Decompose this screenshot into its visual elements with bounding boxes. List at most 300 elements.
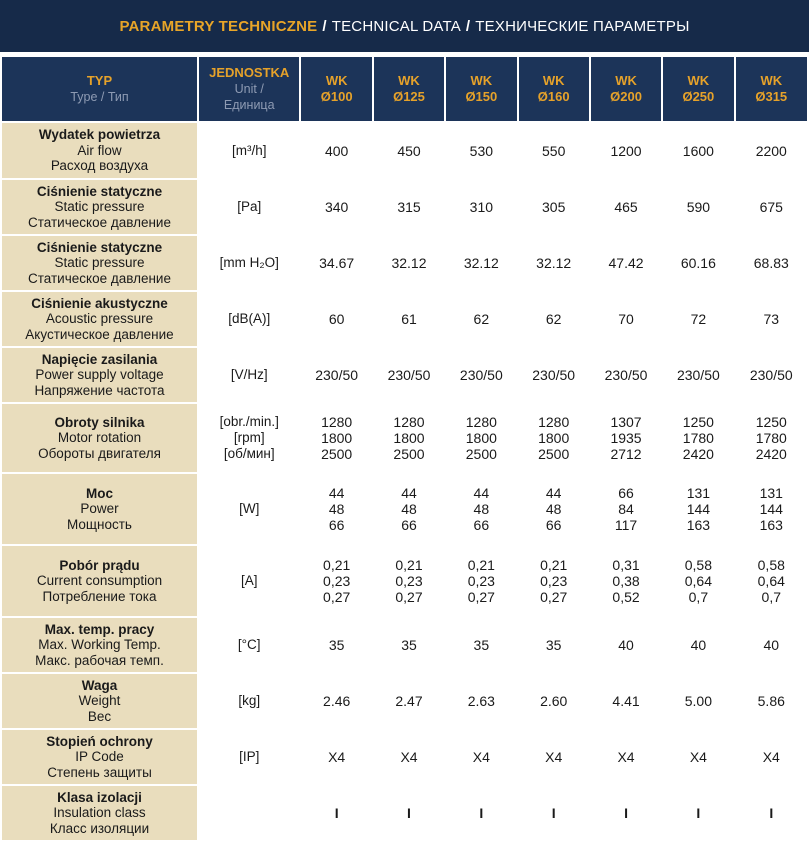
parameter-cell [2, 292, 197, 346]
value-cell [446, 123, 516, 178]
value-cell [374, 292, 444, 346]
value-text: X4 [762, 749, 780, 765]
table-row [2, 786, 807, 840]
value-cell [663, 236, 733, 290]
type-header-sub: Type / Тип [70, 90, 129, 104]
value-text: 1800 [465, 430, 497, 446]
value-text: 1280 [538, 414, 570, 430]
model-diameter: Ø200 [610, 89, 642, 104]
value-cell [591, 618, 661, 672]
value-cell [591, 404, 661, 472]
value-text: 4.41 [612, 693, 640, 709]
value-text: 131 [759, 485, 783, 501]
unit-cell [199, 180, 300, 234]
value-text: 0,38 [612, 573, 640, 589]
value-cell [446, 730, 516, 784]
parameter-name-pl: Stopień ochrony [46, 733, 153, 749]
value-text: 40 [690, 637, 707, 653]
model-series: WK [470, 73, 493, 88]
value-text: 305 [542, 199, 566, 215]
value-cell [519, 348, 589, 402]
table-row [2, 474, 807, 544]
value-cell [374, 180, 444, 234]
value-text: 1280 [393, 414, 425, 430]
value-text: 1780 [755, 430, 787, 446]
value-cell [519, 730, 589, 784]
value-text: 2.60 [540, 693, 568, 709]
value-cell [591, 546, 661, 616]
value-text: 35 [401, 637, 417, 653]
table-row [2, 618, 807, 672]
unit-value: [W] [239, 501, 260, 516]
value-cell [663, 546, 733, 616]
model-diameter: Ø315 [755, 89, 788, 104]
value-cell [301, 474, 371, 544]
value-text: 73 [763, 311, 780, 327]
unit-cell [199, 674, 300, 728]
value-cell [446, 236, 516, 290]
value-text: X4 [617, 749, 635, 765]
value-cell [446, 618, 516, 672]
parameter-cell [2, 786, 197, 840]
value-text: 35 [328, 637, 345, 653]
value-cell [591, 180, 661, 234]
value-text: 450 [397, 142, 421, 159]
value-text: 0,7 [688, 589, 709, 605]
model-header [446, 57, 516, 121]
value-cell [663, 618, 733, 672]
value-cell [663, 123, 733, 178]
value-text: 2500 [465, 446, 497, 462]
unit-value: [Pa] [237, 199, 262, 214]
value-cell [446, 180, 516, 234]
value-text: 2500 [538, 446, 570, 462]
value-text: 44 [401, 485, 417, 501]
unit-cell [199, 546, 300, 616]
table-row [2, 674, 807, 728]
parameter-name-ru: Вес [87, 708, 112, 724]
parameter-name-ru: Мощность [67, 516, 132, 532]
value-cell [374, 546, 444, 616]
value-cell [446, 348, 516, 402]
value-text: 1780 [682, 430, 714, 446]
value-text: 0,21 [395, 557, 423, 573]
value-cell [519, 674, 589, 728]
value-text: 0,21 [467, 557, 495, 573]
value-cell [301, 546, 371, 616]
parameter-name-ru: Степень защиты [47, 764, 152, 780]
unit-value: [°C] [237, 637, 261, 652]
value-cell [374, 786, 444, 840]
value-cell [446, 674, 516, 728]
value-cell [374, 348, 444, 402]
value-text: 0,52 [612, 589, 640, 605]
parameter-cell [2, 236, 197, 290]
value-text: 0,23 [395, 573, 423, 589]
value-cell [301, 786, 371, 840]
value-text: 144 [759, 501, 783, 517]
value-cell [663, 730, 733, 784]
value-text: I [334, 805, 339, 821]
value-text: 1935 [610, 430, 642, 446]
value-text: 0,23 [540, 573, 568, 589]
value-text: 66 [328, 517, 345, 533]
value-text: 0,58 [684, 557, 712, 573]
value-text: 144 [686, 501, 711, 517]
parameter-name-pl: Moc [85, 485, 113, 501]
value-text: 68.83 [753, 255, 789, 271]
title-separator: / [322, 17, 327, 35]
parameter-cell [2, 474, 197, 544]
value-cell [736, 474, 807, 544]
value-text: 1280 [321, 414, 353, 430]
model-diameter: Ø160 [537, 89, 570, 104]
value-cell [736, 123, 807, 178]
value-text: X4 [545, 749, 563, 765]
value-text: 550 [542, 142, 566, 159]
value-text: 530 [469, 142, 494, 159]
title-separator: / [465, 17, 471, 35]
value-cell [591, 674, 661, 728]
model-diameter: Ø250 [682, 89, 715, 104]
value-cell [301, 236, 371, 290]
model-series: WK [325, 73, 348, 88]
value-text: 44 [328, 485, 345, 501]
value-cell [663, 474, 733, 544]
value-text: 2200 [755, 142, 787, 159]
value-cell [446, 292, 516, 346]
value-cell [736, 618, 807, 672]
value-text: 1600 [682, 142, 714, 159]
value-cell [736, 348, 807, 402]
value-text: 131 [686, 485, 711, 501]
value-cell [374, 404, 444, 472]
model-series: WK [398, 73, 420, 88]
model-diameter: Ø125 [393, 89, 425, 104]
parameter-name-en: Max. Working Temp. [38, 637, 161, 653]
value-text: I [624, 805, 628, 821]
parameter-cell [2, 123, 197, 178]
parameter-name-en: Insulation class [53, 805, 146, 821]
unit-header-sub: Unit / [234, 82, 264, 96]
value-text: 0,64 [757, 573, 785, 589]
value-text: 0,31 [612, 557, 640, 573]
value-text: 35 [473, 637, 490, 653]
value-text: 230/50 [459, 367, 503, 383]
value-text: 400 [324, 142, 349, 159]
model-series: WK [760, 73, 783, 88]
value-cell [519, 292, 589, 346]
value-cell [736, 546, 807, 616]
model-header [374, 57, 444, 121]
value-cell [736, 292, 807, 346]
value-text: 230/50 [315, 367, 359, 383]
value-text: 48 [401, 501, 417, 517]
unit-cell [199, 404, 300, 472]
value-cell [519, 236, 589, 290]
value-text: 62 [545, 311, 562, 327]
value-cell [301, 292, 371, 346]
value-cell [374, 674, 444, 728]
value-text: 35 [545, 637, 562, 653]
value-text: 0,27 [395, 589, 423, 605]
value-cell [519, 474, 589, 544]
value-text: 230/50 [676, 367, 720, 383]
parameter-cell [2, 348, 197, 402]
value-text: 5.86 [757, 693, 785, 709]
parameter-name-pl: Obroty silnika [54, 414, 145, 430]
model-header [591, 57, 661, 121]
value-cell [519, 404, 589, 472]
value-cell [374, 123, 444, 178]
value-text: 66 [618, 485, 634, 501]
parameter-name-ru: Статическое давление [28, 214, 171, 230]
unit-value: [kg] [238, 693, 261, 708]
value-text: 0,27 [540, 589, 568, 605]
value-cell [736, 236, 807, 290]
value-text: X4 [328, 749, 346, 765]
unit-cell [199, 236, 300, 290]
value-cell [301, 404, 371, 472]
parameter-cell [2, 180, 197, 234]
value-text: 66 [473, 517, 490, 533]
parameter-name-ru: Класс изоляции [49, 820, 150, 836]
technical-data-table [0, 55, 809, 842]
parameter-cell [2, 404, 197, 472]
value-cell [663, 348, 733, 402]
unit-header [199, 57, 300, 121]
value-text: 66 [545, 517, 562, 533]
table-body [2, 123, 807, 840]
value-text: I [769, 805, 774, 821]
value-text: 72 [690, 311, 707, 327]
value-text: 40 [763, 637, 780, 653]
value-cell [519, 786, 589, 840]
table-row [2, 348, 807, 402]
value-text: 1800 [538, 430, 570, 446]
model-header [736, 57, 807, 121]
table-row [2, 180, 807, 234]
value-cell [519, 180, 589, 234]
table-row [2, 123, 807, 178]
value-text: 0,21 [323, 557, 351, 573]
value-text: 0,7 [761, 589, 781, 605]
value-text: 2.47 [395, 693, 423, 709]
value-cell [591, 236, 661, 290]
parameter-name-pl: Waga [81, 677, 118, 693]
value-text: 230/50 [387, 367, 431, 383]
parameter-name-en: Power supply voltage [35, 367, 164, 383]
value-text: 2.46 [323, 693, 351, 709]
value-text: 2.63 [467, 693, 495, 709]
value-text: 32.12 [463, 255, 499, 271]
value-cell [736, 730, 807, 784]
value-text: 0,23 [323, 573, 351, 589]
value-cell [736, 674, 807, 728]
parameter-name-ru: Статическое давление [28, 270, 171, 286]
model-series: WK [687, 73, 710, 88]
unit-value: [rpm] [233, 430, 265, 445]
unit-value: [dB(A)] [228, 311, 271, 326]
value-cell [663, 786, 733, 840]
parameter-cell [2, 618, 197, 672]
value-text: 48 [328, 501, 345, 517]
unit-cell [199, 786, 300, 840]
table-row [2, 546, 807, 616]
value-text: 1800 [321, 430, 353, 446]
parameter-name-en: Acoustic pressure [45, 311, 154, 327]
value-text: 32.12 [391, 255, 427, 271]
value-text: 34.67 [319, 255, 355, 271]
value-cell [519, 618, 589, 672]
value-cell [736, 180, 807, 234]
value-text: 44 [545, 485, 562, 501]
value-text: 0,23 [467, 573, 495, 589]
value-cell [301, 180, 371, 234]
parameter-name-ru: Обороты двигателя [38, 445, 161, 461]
value-text: 0,64 [684, 573, 712, 589]
value-cell [519, 546, 589, 616]
unit-cell [199, 474, 300, 544]
value-text: 163 [686, 517, 711, 533]
parameter-name-en: Current consumption [36, 573, 163, 589]
title-russian: ТЕХНИЧЕСКИЕ ПАРАМЕТРЫ [475, 17, 690, 35]
value-text: 230/50 [532, 367, 576, 383]
value-text: 1800 [393, 430, 425, 446]
value-text: X4 [400, 749, 418, 765]
value-text: X4 [689, 749, 707, 765]
value-text: 230/50 [604, 367, 648, 383]
value-cell [446, 474, 516, 544]
table-row [2, 292, 807, 346]
parameter-name-pl: Napięcie zasilania [41, 351, 158, 367]
unit-value: [m³/h] [231, 142, 267, 158]
value-text: 1250 [682, 414, 714, 430]
table-row [2, 236, 807, 290]
unit-value: [A] [240, 573, 258, 588]
value-text: 117 [614, 517, 638, 533]
value-cell [736, 404, 807, 472]
title-english: TECHNICAL DATA [331, 17, 461, 35]
value-text: X4 [472, 749, 490, 765]
model-diameter: Ø150 [465, 89, 498, 104]
value-text: 5.00 [684, 693, 712, 709]
value-text: I [551, 805, 556, 821]
table-row [2, 730, 807, 784]
value-cell [591, 730, 661, 784]
value-cell [663, 674, 733, 728]
value-text: 60.16 [680, 255, 716, 271]
unit-cell [199, 348, 300, 402]
parameter-name-ru: Потребление тока [42, 588, 157, 604]
parameter-name-en: Static pressure [54, 255, 145, 271]
value-cell [301, 674, 371, 728]
unit-value: [IP] [239, 749, 260, 764]
unit-value: [V/Hz] [230, 367, 268, 382]
unit-cell [199, 618, 300, 672]
value-text: 0,27 [467, 589, 495, 605]
value-text: 1200 [610, 142, 642, 159]
value-cell [374, 236, 444, 290]
parameter-name-pl: Klasa izolacji [57, 789, 142, 805]
value-text: 0,21 [540, 557, 568, 573]
value-text: 340 [324, 199, 349, 215]
value-cell [663, 180, 733, 234]
value-text: 465 [614, 199, 638, 215]
parameter-cell [2, 730, 197, 784]
value-cell [446, 546, 516, 616]
unit-value: [obr./min.] [219, 414, 279, 429]
type-header [2, 57, 197, 121]
parameter-name-ru: Расход воздуха [50, 158, 149, 174]
value-cell [301, 730, 371, 784]
value-text: 0,27 [323, 589, 351, 605]
parameter-cell [2, 674, 197, 728]
parameter-cell [2, 546, 197, 616]
unit-value: [mm H₂O] [219, 255, 279, 270]
type-header-polish: TYP [86, 73, 113, 88]
header-row [2, 57, 807, 121]
value-cell [446, 786, 516, 840]
value-text: 310 [469, 199, 494, 215]
value-cell [591, 123, 661, 178]
value-text: 2500 [393, 446, 425, 462]
value-text: 590 [686, 199, 711, 215]
model-header [301, 57, 371, 121]
model-series: WK [615, 73, 637, 88]
parameter-name-en: Weight [78, 693, 121, 709]
value-cell [301, 618, 371, 672]
value-text: 70 [618, 311, 634, 327]
value-text: 66 [401, 517, 417, 533]
parameter-name-en: Power [80, 501, 119, 517]
unit-cell [199, 123, 300, 178]
value-cell [736, 786, 807, 840]
parameter-name-en: Air flow [77, 142, 122, 158]
unit-header-polish: JEDNOSTKA [209, 65, 290, 80]
title-polish: PARAMETRY TECHNICZNE [119, 17, 318, 35]
value-text: 2712 [610, 446, 642, 462]
model-header [519, 57, 589, 121]
parameter-name-pl: Max. temp. pracy [44, 621, 155, 637]
value-cell [301, 123, 371, 178]
value-text: 315 [397, 199, 421, 215]
unit-cell [199, 730, 300, 784]
title-bar [0, 0, 809, 52]
parameter-name-pl: Ciśnienie statyczne [36, 183, 163, 199]
parameter-name-ru: Напряжение частота [34, 382, 165, 398]
model-series: WK [542, 73, 565, 88]
value-text: 1307 [610, 414, 642, 430]
value-cell [519, 123, 589, 178]
table-row [2, 404, 807, 472]
value-text: I [696, 805, 701, 821]
unit-cell [199, 292, 300, 346]
value-text: 675 [759, 199, 783, 215]
parameter-name-pl: Wydatek powietrza [38, 127, 161, 143]
value-text: 61 [401, 311, 417, 327]
value-cell [663, 404, 733, 472]
value-text: 62 [473, 311, 490, 327]
value-text: I [479, 805, 484, 821]
value-cell [374, 618, 444, 672]
unit-header-sub-ru: Единица [223, 98, 275, 112]
parameter-name-pl: Ciśnienie akustyczne [31, 295, 168, 311]
value-text: 0,58 [757, 557, 785, 573]
value-text: 2500 [321, 446, 353, 462]
value-cell [591, 474, 661, 544]
value-text: 32.12 [536, 255, 572, 271]
